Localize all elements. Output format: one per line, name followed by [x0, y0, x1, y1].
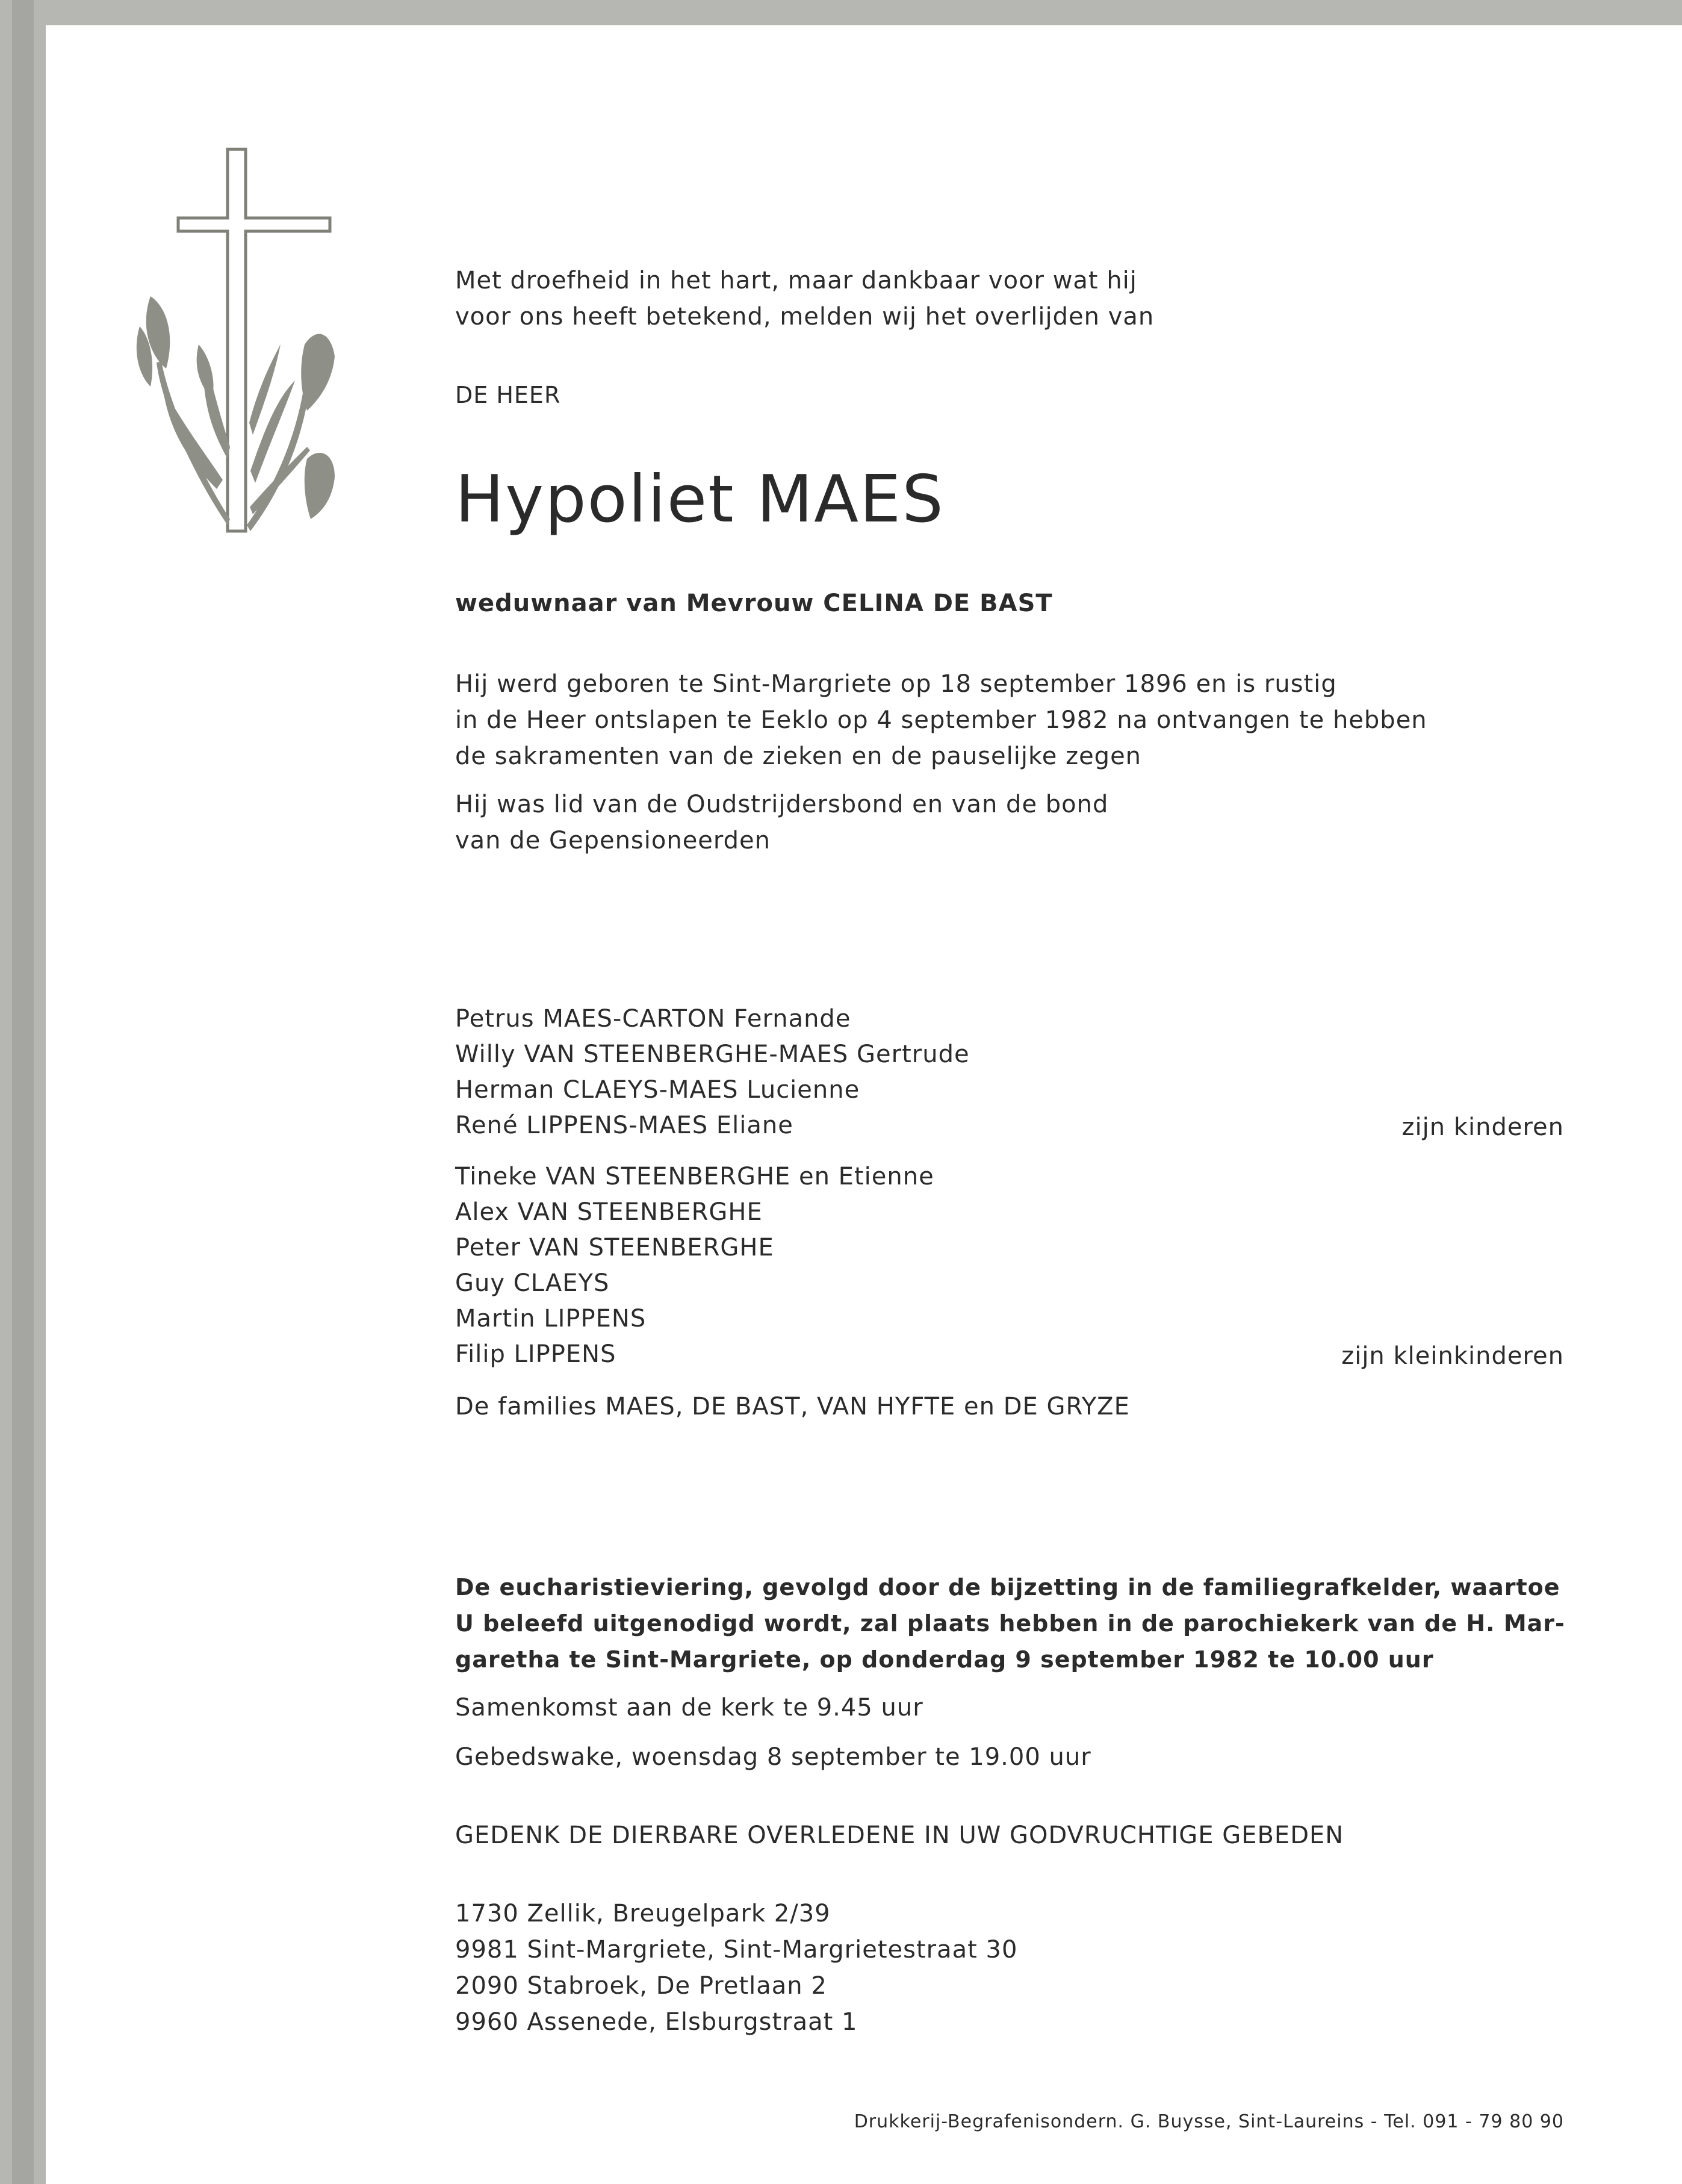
printer-footer: Drukkerij-Begrafenisondern. G. Buysse, Sint-Laureins - Tel. 091 - 79 80 90: [854, 2111, 1564, 2132]
grandchildren-role: zijn kleinkinderen: [1341, 1342, 1564, 1370]
children-role: zijn kinderen: [1401, 1113, 1564, 1141]
list-item: Willy VAN STEENBERGHE-MAES Gertrude: [455, 1041, 970, 1068]
vigil-line: Gebedswake, woensdag 8 september te 19.00 uur: [455, 1743, 1091, 1771]
list-item: Tineke VAN STEENBERGHE en Etienne: [455, 1163, 934, 1190]
list-item: Filip LIPPENS: [455, 1340, 616, 1368]
address-item: 1730 Zellik, Breugelpark 2/39: [455, 1900, 831, 1927]
address-list: [455, 1896, 1017, 2040]
intro-line: voor ons heeft betekend, melden wij het overlijden van: [455, 303, 1155, 331]
cross-with-wheat-icon: [126, 146, 355, 537]
children-list: [455, 1001, 970, 1143]
list-item: Peter VAN STEENBERGHE: [455, 1234, 774, 1262]
scan-border-left: [0, 0, 46, 2184]
address-item: 9981 Sint-Margriete, Sint-Margrietestraat 30: [455, 1936, 1018, 1964]
list-item: Alex VAN STEENBERGHE: [455, 1198, 763, 1226]
list-item: Petrus MAES-CARTON Fernande: [455, 1005, 851, 1033]
membership-line: Hij was lid van de Oudstrijdersbond en van de bond: [455, 791, 1109, 818]
membership-line: van de Gepensioneerden: [455, 827, 771, 854]
list-item: Herman CLAEYS-MAES Lucienne: [455, 1076, 860, 1104]
scan-border-top: [0, 0, 1682, 25]
biography: [455, 666, 1427, 774]
list-item: René LIPPENS-MAES Eliane: [455, 1112, 793, 1139]
address-item: 9960 Assenede, Elsburgstraat 1: [455, 2008, 858, 2036]
families-line: De families MAES, DE BAST, VAN HYFTE en DE GRYZE: [455, 1393, 1130, 1420]
funeral-announcement: [455, 1569, 1565, 1678]
bio-line: de sakramenten van de zieken en de pauselijke zegen: [455, 742, 1142, 770]
address-item: 2090 Stabroek, De Pretlaan 2: [455, 1972, 827, 2000]
funeral-line: U beleefd uitgenodigd wordt, zal plaats hebben in de parochiekerk van de H. Mar-: [455, 1610, 1565, 1637]
list-item: Martin LIPPENS: [455, 1305, 647, 1333]
intro-text: [455, 263, 1154, 335]
list-item: Guy CLAEYS: [455, 1269, 610, 1297]
gathering-line: Samenkomst aan de kerk te 9.45 uur: [455, 1694, 923, 1722]
spouse-line: weduwnaar van Mevrouw CELINA DE BAST: [455, 590, 1053, 617]
funeral-line: garetha te Sint-Margriete, op donderdag 9 september 1982 te 10.00 uur: [455, 1646, 1434, 1673]
bio-line: Hij werd geboren te Sint-Margriete op 18 september 1896 en is rustig: [455, 670, 1337, 698]
deceased-name: Hypoliet MAES: [455, 462, 945, 537]
bio-line: in de Heer ontslapen te Eeklo op 4 september 1982 na ontvangen te hebben: [455, 706, 1427, 734]
funeral-line: De eucharistieviering, gevolgd door de bijzetting in de familiegrafkelder, waartoe: [455, 1574, 1560, 1601]
remember-line: GEDENK DE DIERBARE OVERLEDENE IN UW GODVRUCHTIGE GEBEDEN: [455, 1822, 1344, 1849]
membership: [455, 786, 1108, 859]
honorific: DE HEER: [455, 382, 561, 408]
intro-line: Met droefheid in het hart, maar dankbaar voor wat hij: [455, 267, 1137, 294]
grandchildren-list: [455, 1159, 934, 1372]
